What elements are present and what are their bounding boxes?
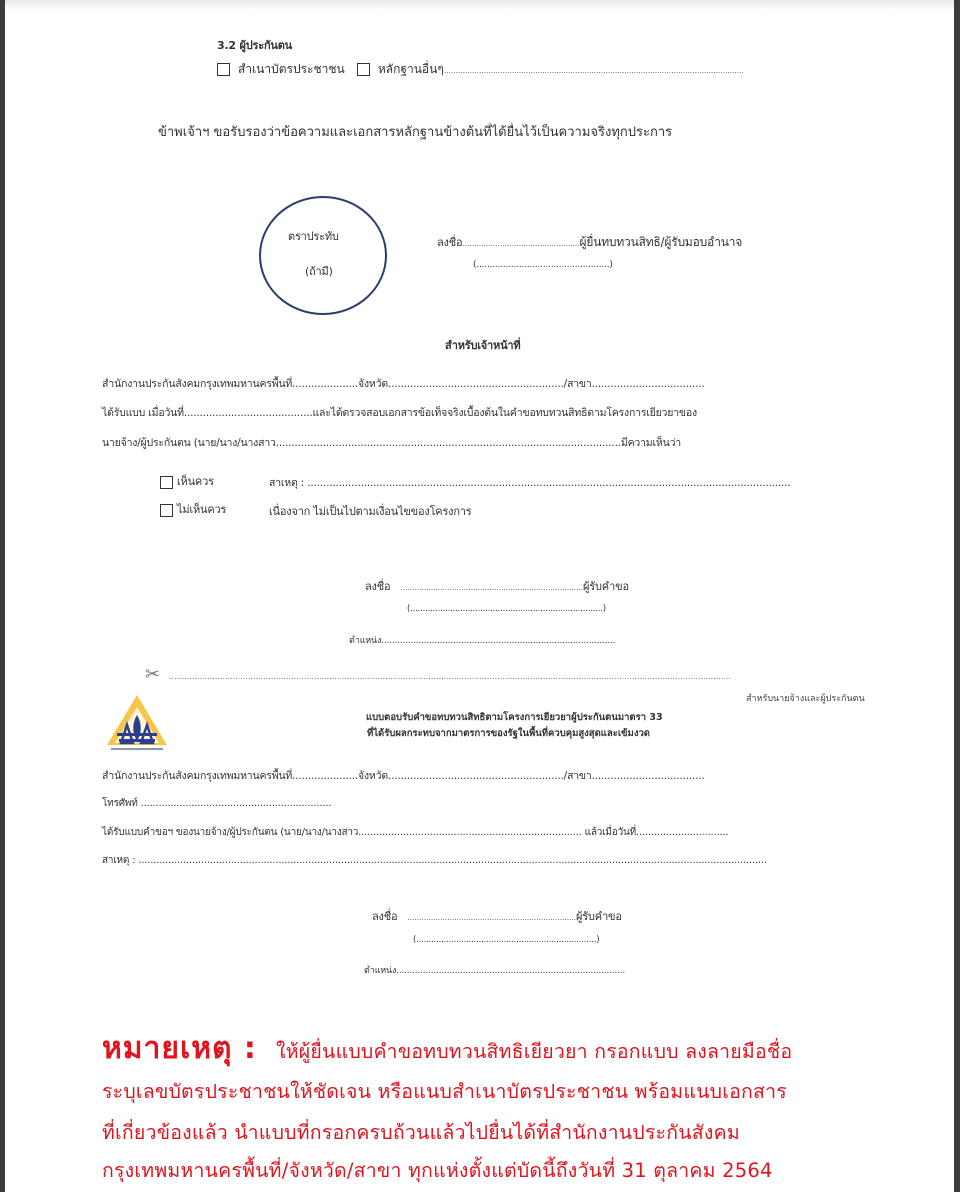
- applicant-name-field[interactable]: (..................................................): [473, 260, 613, 270]
- officer-name-field[interactable]: (.............................................................................): [407, 604, 606, 614]
- cut-line: .............................................................................................................................................................................................................................: [169, 672, 731, 681]
- approve-row: [160, 472, 214, 490]
- officer-section-title: สำหรับเจ้าหน้าที่: [445, 339, 521, 352]
- receipt-position-field[interactable]: ตำแหน่ง......................................................................................: [364, 966, 626, 976]
- officer-office-line[interactable]: สำนักงานประกันสังคมกรุงเทพมหานครพื้นที่.....................จังหวัด......................................................../สาขา....................................: [102, 378, 705, 390]
- sso-logo: [105, 693, 169, 755]
- note-line-3: ที่เกี่ยวข้องแล้ว นำแบบที่กรอกครบถ้วนแล้วไปยื่นได้ที่สำนักงานประกันสังคม: [102, 1121, 740, 1144]
- seal-label: ตราประทับ: [288, 230, 339, 243]
- reject-label: ไม่เห็นควร: [177, 503, 227, 516]
- officer-signature-line: [365, 577, 629, 595]
- seal-circle: [259, 196, 387, 315]
- officer-position-field[interactable]: ตำแหน่ง........................................................................................: [349, 636, 616, 646]
- sign-prefix: ลงชื่อ: [437, 236, 463, 249]
- receipt-signature-field[interactable]: ........................................................................: [407, 913, 576, 922]
- other-evidence-checkbox[interactable]: [357, 63, 370, 76]
- note-line-2: ระบุเลขบัตรประชาชนให้ชัดเจน หรือแนบสำเนาบัตรประชาชน พร้อมแนบเอกสาร: [102, 1080, 787, 1103]
- other-evidence-label: หลักฐานอื่นๆ: [377, 62, 444, 76]
- reject-reason: เนื่องจาก ไม่เป็นไปตามเงื่อนไขของโครงการ: [269, 505, 472, 518]
- section-3-2-options: [217, 60, 744, 79]
- receipt-name-field[interactable]: (........................................................................): [413, 935, 600, 945]
- receipt-title-line2: ที่ได้รับผลกระทบจากมาตรการของรัฐในพื้นที่ควบคุมสูงสุดและเข้มงวด: [367, 728, 650, 739]
- document-page: [5, 0, 954, 1192]
- approve-checkbox[interactable]: [160, 476, 173, 489]
- reject-row: [160, 500, 226, 518]
- receipt-title-line1: แบบตอบรับคำขอทบทวนสิทธิตามโครงการเยียวยาผู้ประกันตนมาตรา 33: [366, 712, 663, 723]
- seal-if-any: (ถ้ามี): [305, 265, 333, 278]
- other-evidence-blank[interactable]: ................................................................................................................................: [443, 66, 744, 75]
- scissors-icon: ✂: [145, 664, 161, 685]
- applicant-signature-line: [437, 233, 742, 252]
- officer-received-line[interactable]: ได้รับแบบ เมื่อวันที่.........................................และได้ตรวจสอบเอกสารข้อเท็จจริงเบื้องต้นในคำขอทบทวนสิทธิตามโครงการเยียวยาของ: [102, 407, 697, 419]
- receipt-role: ผู้รับคำขอ: [575, 910, 622, 923]
- note-line-1: ให้ผู้ยื่นแบบคำขอทบทวนสิทธิเยียวยา กรอกแบบ ลงลายมือชื่อ: [276, 1040, 793, 1063]
- approve-reason-field[interactable]: สาเหตุ : ..........................................................................................................................................................: [269, 477, 791, 489]
- id-copy-label: สำเนาบัตรประชาชน: [238, 62, 345, 76]
- section-3-2-heading: 3.2 ผู้ประกันตน: [217, 39, 293, 52]
- receipt-received-line[interactable]: ได้รับแบบคำขอฯ ของนายจ้าง/ผู้ประกันตน (นาย/นาง/นางสาว........................................................................... แล้วเมื่อวันที่...............................: [102, 827, 729, 838]
- approve-label: เห็นควร: [177, 475, 214, 488]
- receipt-for-label: สำหรับนายจ้างและผู้ประกันตน: [746, 694, 865, 704]
- officer-role: ผู้รับคำขอ: [583, 580, 629, 593]
- sign-prefix: ลงชื่อ: [372, 910, 398, 923]
- note-block: [102, 1025, 792, 1072]
- id-copy-checkbox[interactable]: [217, 63, 230, 76]
- receipt-signature-line: [372, 907, 622, 925]
- sign-prefix: ลงชื่อ: [365, 580, 391, 593]
- receipt-phone-line[interactable]: โทรศัพท์ ................................................................: [102, 798, 332, 809]
- applicant-role: ผู้ยื่นทบทวนสิทธิ/ผู้รับมอบอำนาจ: [579, 235, 743, 249]
- receipt-reason-line[interactable]: สาเหตุ : ...................................................................................................................................................................................................................: [102, 855, 767, 866]
- note-line-4: กรุงเทพมหานครพื้นที่/จังหวัด/สาขา ทุกแห่งตั้งแต่บัดนี้ถึงวันที่ 31 ตุลาคม 2564: [102, 1159, 773, 1182]
- reject-checkbox[interactable]: [160, 504, 173, 517]
- officer-employer-line[interactable]: นายจ้าง/ผู้ประกันตน (นาย/นาง/นางสาว..............................................................................................................มีความเห็นว่า: [102, 437, 681, 449]
- page-top-shadow: [5, 0, 954, 10]
- applicant-signature-field[interactable]: ..................................................: [462, 239, 580, 248]
- note-title: หมายเหตุ :: [102, 1031, 257, 1066]
- certification-statement: ข้าพเจ้าฯ ขอรับรองว่าข้อความและเอกสารหลักฐานข้างต้นที่ได้ยื่นไว้เป็นความจริงทุกประการ: [158, 125, 673, 140]
- officer-signature-field[interactable]: ..............................................................................: [400, 583, 584, 592]
- receipt-office-line[interactable]: สำนักงานประกันสังคมกรุงเทพมหานครพื้นที่.....................จังหวัด......................................................../สาขา....................................: [102, 770, 705, 782]
